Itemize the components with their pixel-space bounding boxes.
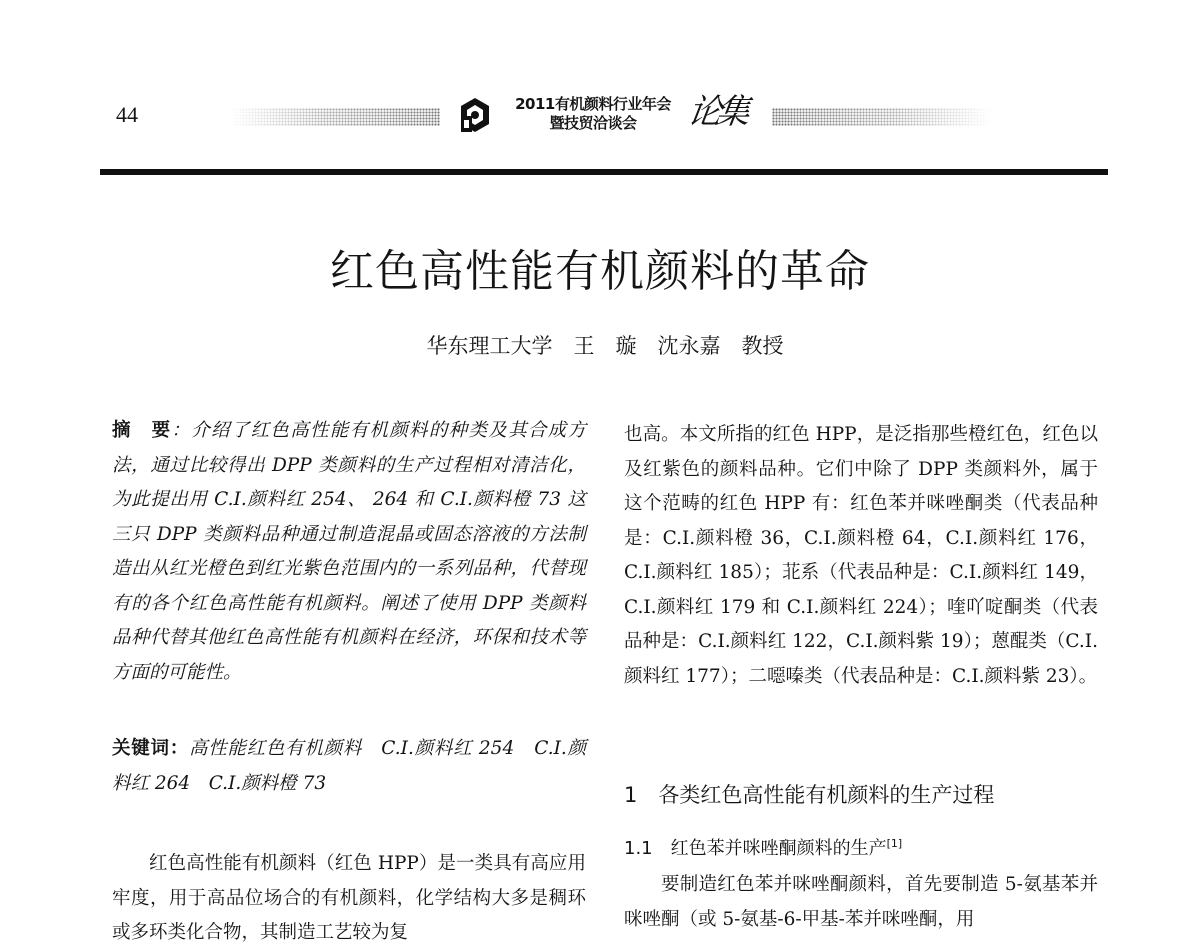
header-dot-band-left (230, 108, 440, 126)
intro-paragraph: 红色高性能有机颜料（红色 HPP）是一类具有高应用牢度，用于高品位场合的有机颜料，化学结构大多是稠环或多环类化合物，其制造工艺较为复 (112, 853, 586, 943)
conference-logo-icon (458, 96, 492, 136)
conference-title (504, 95, 682, 133)
abstract-text: ：介绍了红色高性能有机颜料的种类及其合成方法，通过比较得出 DPP 类颜料的生产过程相对清洁化，为此提出用 C.I.颜料红 254、 264 和 C.I.颜料橙 73 这三只 DPP 类颜料品种通过制造混晶或固态溶液的方法制造出从红光橙色到红光紫色范围内的一系列品种，代替现有的各个红色高性能有机颜料。阐述了使用 DPP 类颜料品种代替其他红色高性能有机颜料在经济，环保和技术等方面的可能性。 (112, 420, 586, 683)
conference-title-line2: 暨技贸洽谈会 (549, 114, 637, 132)
subsection-title: 红色苯并咪唑酮颜料的生产 (670, 838, 887, 859)
abstract-label: 摘 要 (112, 420, 172, 441)
page-number: 44 (116, 102, 138, 127)
hpp-overview-paragraph: 也高。本文所指的红色 HPP，是泛指那些橙红色，红色以及红紫色的颜料品种。它们中除了 DPP 类颜料外，属于这个范畴的红色 HPP 有：红色苯并咪唑酮类（代表品种是：C.I.颜料橙 36，C.I.颜料橙 64，C.I.颜料红 176，C.I.颜料红 185）；苝系（代表品种是：C.I.颜料红 149，C.I.颜料红 179 和 C.I.颜料红 224）；喹吖啶酮类（代表品种是：C.I.颜料红 122，C.I.颜料紫 19）；蒽醌类（C.I.颜料红 177）；二噁嗪类（代表品种是：C.I.颜料紫 23）。 (624, 424, 1098, 687)
section-heading-1 (624, 780, 994, 810)
intro-block (112, 847, 586, 951)
keywords-label: 关键词： (112, 738, 189, 759)
keywords-paragraph (112, 732, 586, 801)
subsection-reference: [1] (886, 837, 903, 850)
abstract-paragraph (112, 414, 586, 690)
conference-title-line1: 2011有机颜料行业年会 (515, 95, 671, 113)
section-number: 1 (624, 783, 638, 807)
keywords-block (112, 732, 586, 801)
subsection-body (624, 868, 1098, 937)
header-dot-band-right (772, 108, 992, 126)
article-authors: 华东理工大学 王 璇 沈永嘉 教授 (426, 334, 784, 358)
subsection-paragraph: 要制造红色苯并咪唑酮颜料，首先要制造 5-氨基苯并咪唑酮（或 5-氨基-6-甲基-苯并咪唑酮，用 (624, 874, 1098, 930)
abstract-block (112, 414, 586, 690)
keywords-text: 高性能红色有机颜料 C.I.颜料红 254 C.I.颜料红 264 C.I.颜料橙 73 (112, 738, 586, 794)
header-rule (100, 169, 1108, 175)
body-block-right (624, 418, 1098, 694)
subsection-heading-1-1 (624, 836, 902, 862)
collection-calligraphy: 论集 (685, 92, 747, 132)
subsection-number: 1.1 (624, 838, 653, 859)
section-title: 各类红色高性能有机颜料的生产过程 (658, 783, 995, 807)
article-title: 红色高性能有机颜料的革命 (330, 246, 870, 297)
